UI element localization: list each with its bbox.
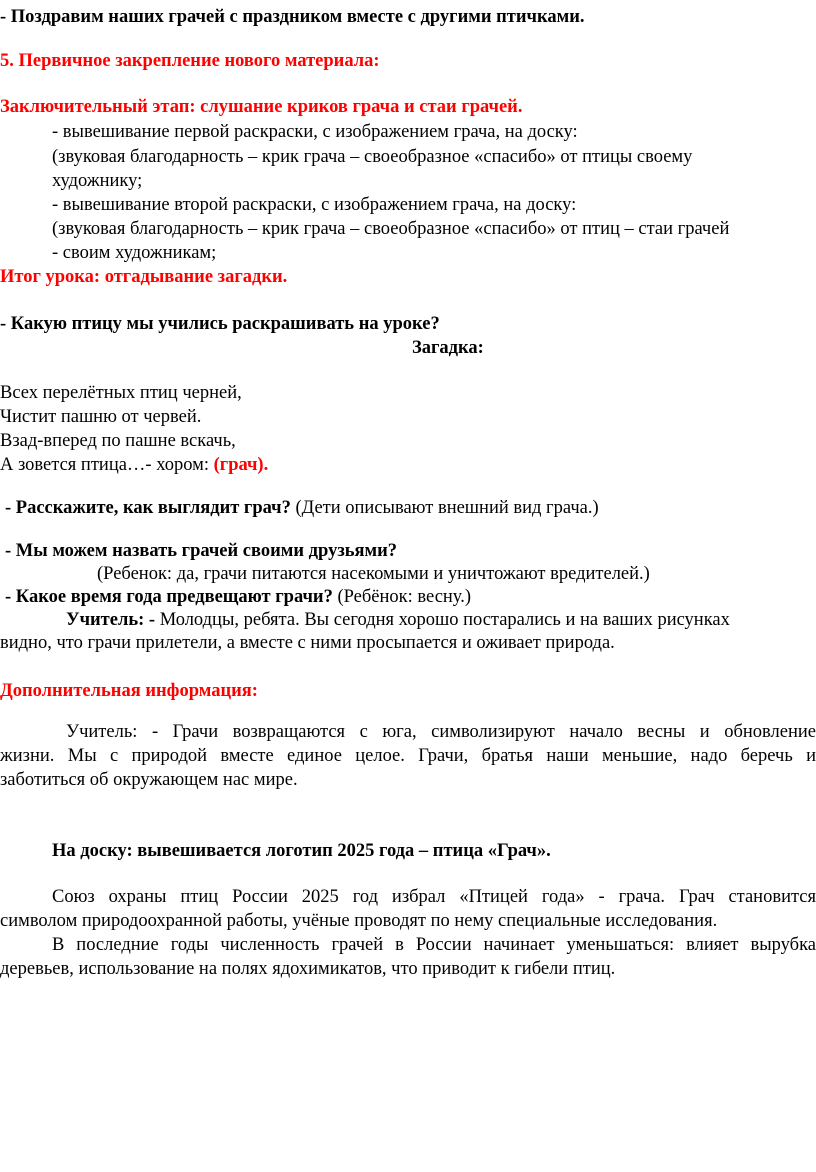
- riddle-line: Чистит пашню от червей.: [0, 407, 202, 427]
- board-line: На доску: вывешивается логотип 2025 года – птица «Грач».: [52, 841, 551, 861]
- final-stage-line: - вывешивание первой раскраски, с изображением грача, на доску:: [52, 122, 578, 142]
- dialog-q3-row: [5, 586, 471, 608]
- dialog-answer: (Ребенок: да, грачи питаются насекомыми и уничтожают вредителей.): [97, 564, 650, 584]
- dialog-question: - Какое время года предвещают грачи?: [5, 587, 333, 607]
- final-stage-heading: Заключительный этап: слушание криков грача и стаи грачей.: [0, 97, 523, 117]
- additional-heading: Дополнительная информация:: [0, 681, 258, 701]
- teacher-label: Учитель: -: [66, 610, 156, 630]
- additional-line: жизни. Мы с природой вместе единое целое. Грачи, братья наши меньшие, надо беречь и: [0, 746, 816, 766]
- question-bird: - Какую птицу мы учились раскрашивать на уроке?: [0, 314, 440, 334]
- closing-line: символом природоохранной работы, учёные проводят по нему специальные исследования.: [0, 911, 718, 931]
- teacher-row: [66, 609, 730, 631]
- dialog-question: - Мы можем назвать грачей своими друзьями?: [5, 541, 398, 561]
- riddle-line: А зовется птица…- хором:: [0, 455, 214, 475]
- final-stage-line: - своим художникам;: [52, 243, 217, 263]
- final-stage-line: художнику;: [52, 171, 143, 191]
- riddle-answer: (грач).: [213, 455, 269, 475]
- dialog-answer: (Дети описывают внешний вид грача.): [290, 498, 599, 518]
- teacher-text: Молодцы, ребята. Вы сегодня хорошо постарались и на ваших рисунках: [155, 610, 730, 630]
- dialog-question: - Расскажите, как выглядит грач?: [5, 498, 291, 518]
- riddle-title: Загадка:: [412, 338, 484, 358]
- additional-line: Учитель: - Грачи возвращаются с юга, символизируют начало весны и обновление: [66, 722, 816, 742]
- section5-heading: 5. Первичное закрепление нового материала:: [0, 51, 380, 71]
- final-stage-line: (звуковая благодарность – крик грача – своеобразное «спасибо» от птиц – стаи грачей: [52, 219, 730, 239]
- closing-line: Союз охраны птиц России 2025 год избрал «Птицей года» - грача. Грач становится: [52, 887, 816, 907]
- riddle-line: Всех перелётных птиц черней,: [0, 383, 242, 403]
- intro-line: - Поздравим наших грачей с праздником вместе с другими птичками.: [0, 7, 585, 27]
- final-stage-line: - вывешивание второй раскраски, с изображением грача, на доску:: [52, 195, 577, 215]
- final-stage-line: (звуковая благодарность – крик грача – своеобразное «спасибо» от птицы своему: [52, 147, 693, 167]
- dialog-q1-row: [5, 497, 599, 519]
- dialog-answer: (Ребёнок: весну.): [332, 587, 471, 607]
- riddle-line: Взад-вперед по пашне вскачь,: [0, 431, 236, 451]
- summary-heading: Итог урока: отгадывание загадки.: [0, 267, 288, 287]
- riddle-last-line: [0, 454, 268, 476]
- closing-line: В последние годы численность грачей в России начинает уменьшаться: влияет вырубка: [52, 935, 816, 955]
- teacher-text: видно, что грачи прилетели, а вместе с ними просыпается и оживает природа.: [0, 633, 615, 653]
- closing-line: деревьев, использование на полях ядохимикатов, что приводит к гибели птиц.: [0, 959, 616, 979]
- additional-line: заботиться об окружающем нас мире.: [0, 770, 298, 790]
